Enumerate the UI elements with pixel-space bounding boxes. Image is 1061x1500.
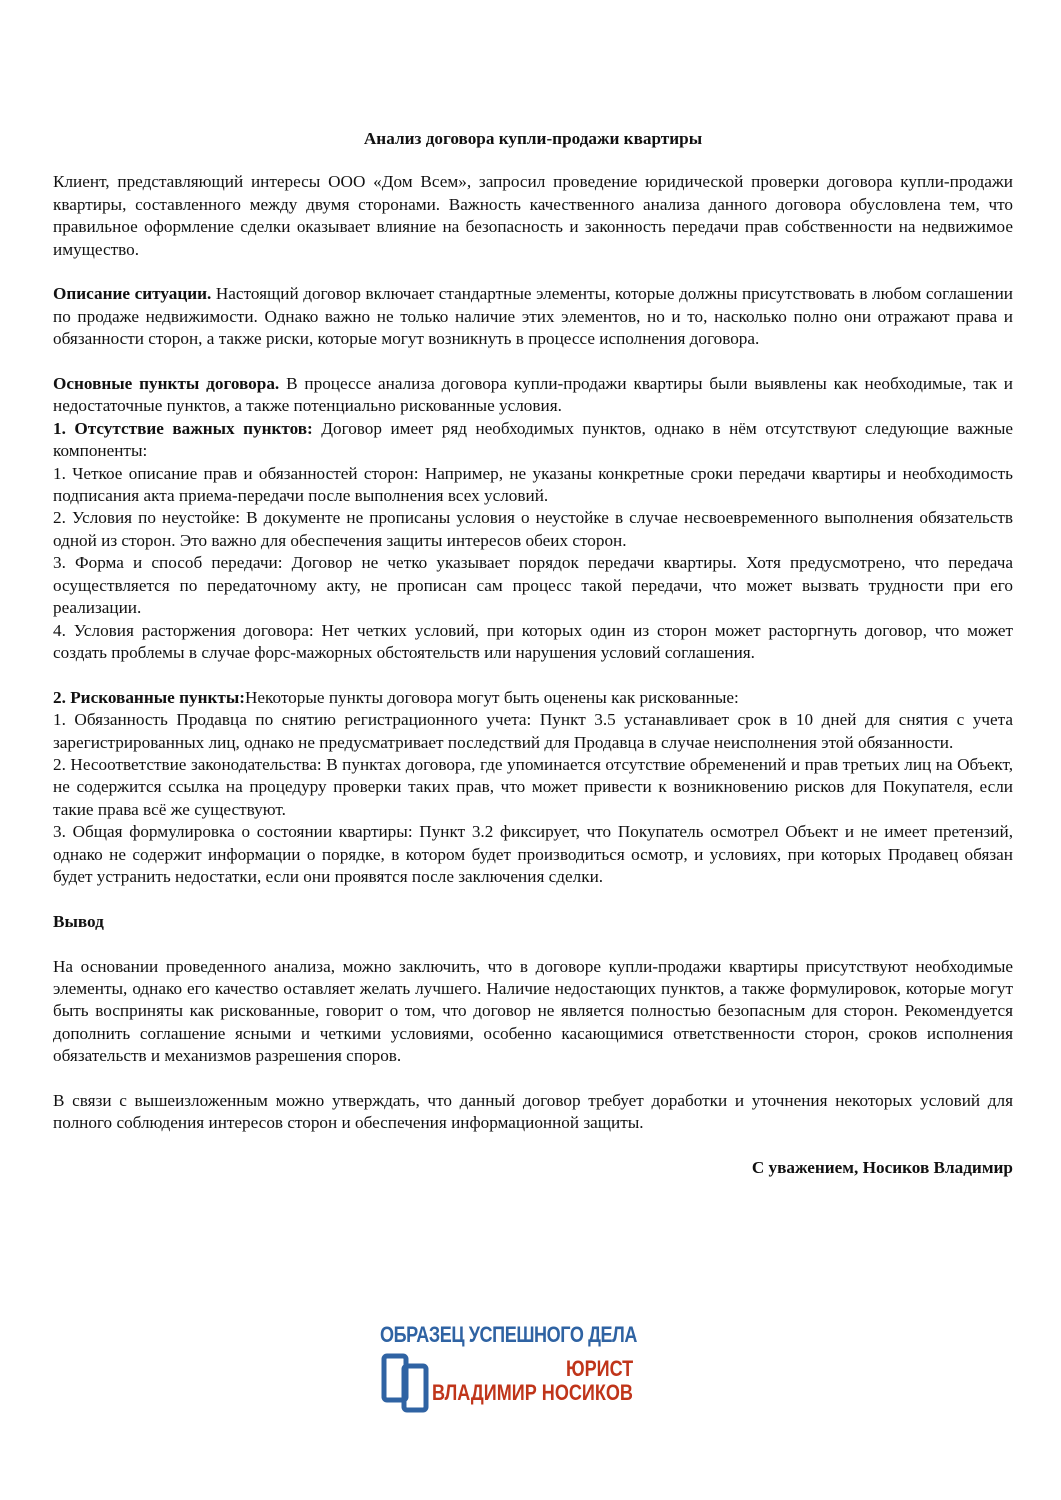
document-title: Анализ договора купли-продажи квартиры [363,129,703,148]
list-item: 1. Обязанность Продавца по снятию регистрационного учета: Пункт 3.5 устанавливает срок в 10 дней для снятия с учета зарегистрированных лиц, однако не предусматривает последствий для Продавца в случае неисполнения этой обязанности. [53,710,1013,752]
risky-text: Некоторые пункты договора могут быть оценены как рискованные: [244,687,739,707]
main-points-text: В процессе анализа договора купли-продажи квартиры были выявлены как необходимые, так и недостаточные пунктов, а также потенциально рискованные условия. [53,374,1013,416]
missing-heading: 1. Отсутствие важных пунктов: [53,418,313,438]
situation-text: Настоящий договор включает стандартные элементы, которые должны присутствовать в любом соглашении по продаже недвижимости. Однако важно не только наличие этих элементов, но и то, насколько полно они отражают права и обязанности сторон, а также риски, которые могут возникнуть в процессе исполнения договора. [53,284,1013,349]
signature: С уважением, Носиков Владимир [751,1158,1013,1178]
situation-paragraph [53,283,1013,350]
document-page [53,128,1013,1180]
final-paragraph: В связи с вышеизложенным можно утверждать, что данный договор требует доработки и уточнения некоторых условий для полного соблюдения интересов сторон и обеспечения информационной защиты. [53,1090,1013,1133]
list-item: 2. Несоответствие законодательства: В пунктах договора, где упоминается отсутствие обременений и прав третьих лиц на Объект, не содержится ссылка на процедуру проверки таких прав, что может привести к возникновению рисков для Покупателя, если такие права всё же существуют. [53,754,1013,819]
logo-line-2: ЮРИСТ [566,1356,634,1381]
intro-paragraph: Клиент, представляющий интересы ООО «Дом Всем», запросил проведение юридической проверки договора купли-продажи квартиры, составленного между двумя сторонами. Важность качественного анализа данного договора обусловлена тем, что правильное оформление сделки оказывает влияние на безопасность и законность передачи прав собственности на недвижимое имущество. [53,172,1013,259]
list-item: 1. Четкое описание прав и обязанностей сторон: Например, не указаны конкретные сроки передачи квартиры и необходимость подписания акта приема-передачи после выполнения всех условий. [53,463,1013,506]
conclusion-heading: Вывод [53,911,104,931]
documents-icon [380,1350,436,1414]
logo-line-3: ВЛАДИМИР НОСИКОВ [432,1380,633,1405]
main-points-paragraph [53,373,1013,418]
main-points-heading: Основные пункты договора. [53,374,280,394]
missing-text: Договор имеет ряд необходимых пунктов, однако в нём отсутствуют следующие важные компоненты: [53,418,1013,461]
risky-heading: 2. Рискованные пункты: [53,687,245,707]
conclusion-paragraph: На основании проведенного анализа, можно заключить, что в договоре купли-продажи квартиры присутствуют необходимые элементы, однако его качество оставляет желать лучшего. Наличие недостающих пунктов, а также формулировок, которые могут быть восприняты как рискованные, говорит о том, что договор не является полностью безопасным для сторон. Рекомендуется дополнить соглашение ясными и четкими условиями, особенно касающимися ответственности сторон, сроков исполнения обязательств и механизмов разрешения споров. [53,956,1013,1066]
list-item: 2. Условия по неустойке: В документе не прописаны условия о неустойке в случае несвоевременного выполнения обязательств одной из сторон. Это важно для обеспечения защиты интересов обеих сторон. [53,508,1013,550]
logo-line-1: ОБРАЗЕЦ УСПЕШНОГО ДЕЛА [380,1322,638,1347]
list-item: 4. Условия расторжения договора: Нет четких условий, при которых один из сторон может расторгнуть договор, что может создать проблемы в случае форс-мажорных обстоятельств или нарушения условий соглашения. [53,620,1013,662]
list-item: 3. Общая формулировка о состоянии квартиры: Пункт 3.2 фиксирует, что Покупатель осмотрел Объект и не имеет претензий, однако не содержит информации о порядке, в котором будет производиться осмотр, и условиях, при которых Продавец обязан будет устранить недостатки, если они проявятся после заключения сделки. [53,822,1013,886]
missing-paragraph [53,418,1013,463]
logo [380,1322,650,1412]
situation-heading: Описание ситуации. [53,284,212,304]
risky-paragraph [53,687,1013,709]
list-item: 3. Форма и способ передачи: Договор не четко указывает порядок передачи квартиры. Хотя предусмотрено, что передача осуществляется по передаточному акту, не прописан сам процесс такой передачи, что может вызвать трудности при его реализации. [53,553,1013,618]
